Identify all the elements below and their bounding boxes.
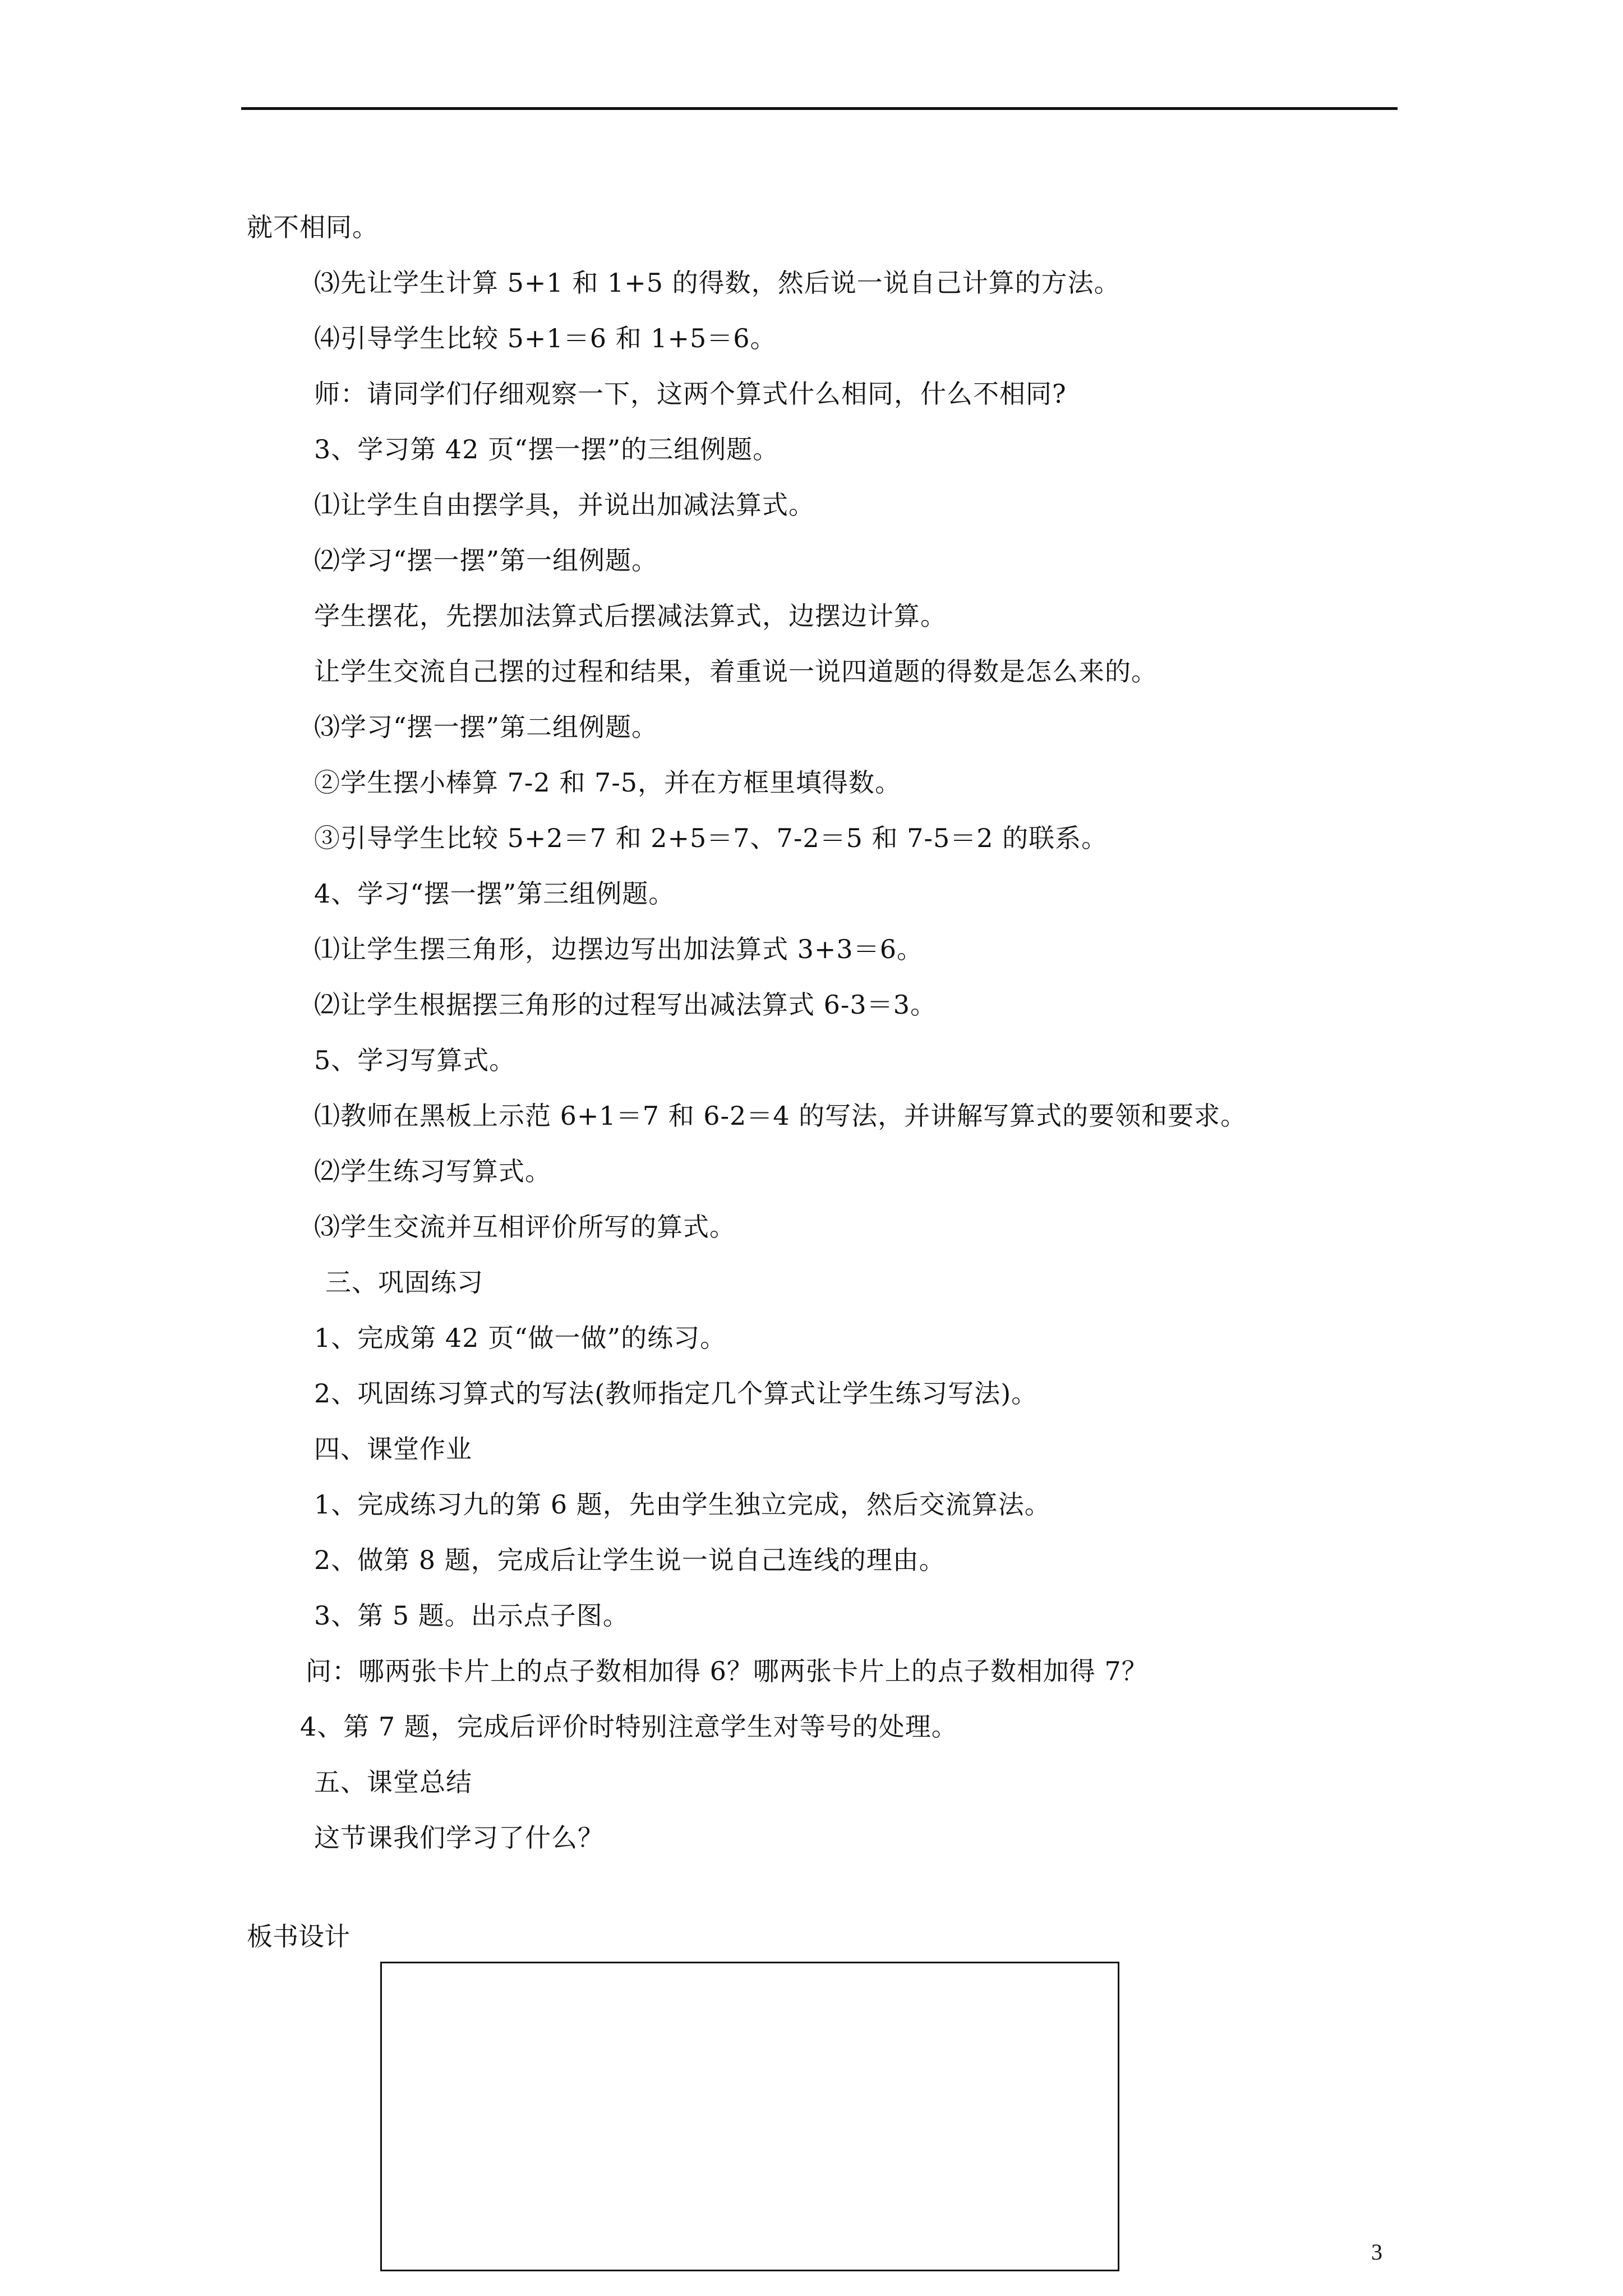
text-line: 这节课我们学习了什么？ [314, 1823, 604, 1853]
text-line: 师：请同学们仔细观察一下，这两个算式什么相同，什么不相同? [314, 379, 1067, 409]
text-line: 学生摆花，先摆加法算式后摆减法算式，边摆边计算。 [314, 601, 947, 631]
header-rule [241, 107, 1398, 110]
text-line: ⑵让学生根据摆三角形的过程写出减法算式 6-3＝3。 [314, 990, 937, 1020]
text-line: ⑵学生练习写算式。 [314, 1156, 551, 1186]
board-design-title: 板书设计 [247, 1921, 350, 1952]
text-line: ⑴让学生摆三角形，边摆边写出加法算式 3+3＝6。 [314, 934, 923, 964]
text-line: 3、第 5 题。出示点子图。 [314, 1600, 629, 1631]
text-line: 1、完成练习九的第 6 题，先由学生独立完成，然后交流算法。 [314, 1489, 1051, 1520]
text-line: ⑵学习“摆一摆”第一组例题。 [314, 545, 658, 576]
text-line: 5、学习写算式。 [314, 1045, 516, 1075]
text-line: 3、学习第 42 页“摆一摆”的三组例题。 [314, 434, 780, 464]
section-heading: 四、课堂作业 [314, 1434, 472, 1464]
text-line: ⑶学习“摆一摆”第二组例题。 [314, 712, 658, 742]
text-line: 就不相同。 [247, 212, 379, 242]
text-line: ⑶先让学生计算 5+1 和 1+5 的得数，然后说一说自己计算的方法。 [314, 268, 1121, 298]
page-number: 3 [1371, 2239, 1382, 2265]
text-line: 2、做第 8 题，完成后让学生说一说自己连线的理由。 [314, 1545, 946, 1575]
text-line: 1、完成第 42 页“做一做”的练习。 [314, 1323, 727, 1353]
text-line: 让学生交流自己摆的过程和结果，着重说一说四道题的得数是怎么来的。 [314, 656, 1158, 687]
text-line: ②学生摆小棒算 7-2 和 7-5，并在方框里填得数。 [314, 767, 902, 798]
text-line: ⑴教师在黑板上示范 6+1＝7 和 6-2＝4 的写法，并讲解写算式的要领和要求。 [314, 1101, 1247, 1131]
text-line: 2、巩固练习算式的写法(教师指定几个算式让学生练习写法)。 [314, 1378, 1038, 1409]
text-line: ⑶学生交流并互相评价所写的算式。 [314, 1212, 736, 1242]
section-heading: 五、课堂总结 [314, 1767, 472, 1797]
text-line: ③引导学生比较 5+2＝7 和 2+5＝7、7-2＝5 和 7-5＝2 的联系。 [314, 823, 1108, 853]
board-design-box [380, 1962, 1119, 2271]
text-line: 问：哪两张卡片上的点子数相加得 6？哪两张卡片上的点子数相加得 7？ [306, 1656, 1148, 1686]
text-line: ⑴让学生自由摆学具，并说出加减法算式。 [314, 490, 815, 520]
section-heading: 三、巩固练习 [325, 1267, 483, 1297]
text-line: 4、第 7 题，完成后评价时特别注意学生对等号的处理。 [300, 1711, 958, 1742]
text-line: 4、学习“摆一摆”第三组例题。 [314, 878, 675, 909]
text-line: ⑷引导学生比较 5+1＝6 和 1+5＝6。 [314, 323, 777, 353]
